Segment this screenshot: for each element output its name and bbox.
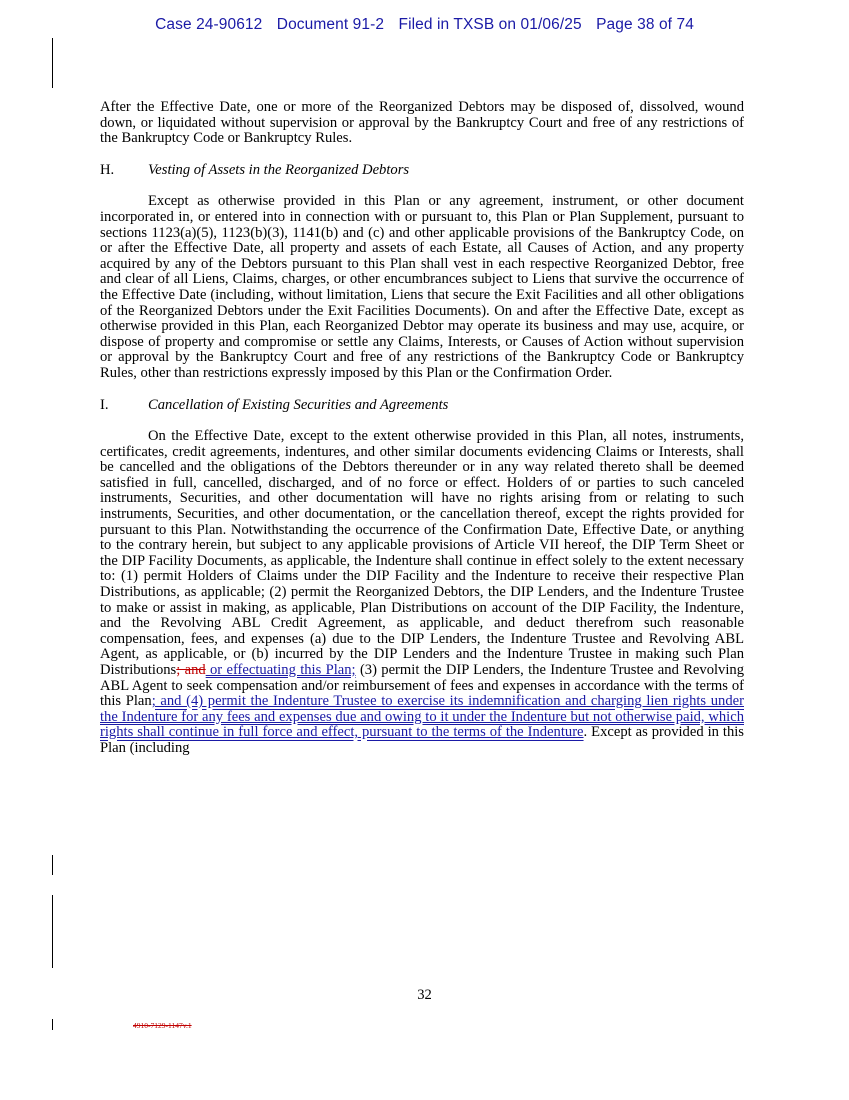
section-letter: I.: [100, 396, 109, 413]
section-letter: H.: [100, 161, 115, 178]
filing-info: Filed in TXSB on 01/06/25: [398, 16, 582, 33]
page-number: 32: [417, 987, 432, 1003]
section-title: Cancellation of Existing Securities and Agreements: [148, 396, 449, 413]
section-i-heading: [100, 398, 744, 414]
document-body: [100, 100, 744, 757]
document-number: Document 91-2: [276, 16, 385, 33]
page-header: [0, 16, 849, 34]
body-text: (3) permit the DIP Lenders, the Indenture Trustee and Revolving ABL Agent to seek compensation and/or reimbursement of fees and expenses in accordance with the terms of this Plan: [100, 662, 744, 710]
change-bar: [52, 855, 53, 875]
section-h-body: Except as otherwise provided in this Plan or any agreement, instrument, or other document incorporated in, or entered into in connection with or pursuant to, this Plan or Plan Supplement, pursuant to sections 1123(a)(5), 1123(b)(3), 1141(b) and (c) and other applicable provisions of the Bankruptcy Code, on or after the Effective Date, all property and assets of each Estate, all Causes of Action, and any property acquired by any of the Debtors pursuant to this Plan shall vest in each respective Reorganized Debtor, free and clear of all Liens, Claims, charges, or other encumbrances subject to Liens that survive the occurrence of the Effective Date (including, without limitation, Liens that secure the Exit Facilities and all other obligations of the Reorganized Debtors under the Exit Facilities Documents). On and after the Effective Date, except as otherwise provided in this Plan, each Reorganized Debtor may operate its business and may use, acquire, or dispose of property and compromise or settle any Claims, Interests, or Causes of Action without supervision or approval by the Bankruptcy Court and free of any restrictions of the Bankruptcy Code or Bankruptcy Rules, other than restrictions expressly imposed by this Plan or the Confirmation Order.: [100, 193, 744, 381]
intro-paragraph: After the Effective Date, one or more of the Reorganized Debtors may be disposed of, dissolved, wound down, or liquidated without supervision or approval by the Bankruptcy Court and free of any restrictions of the Bankruptcy Code or Bankruptcy Rules.: [100, 99, 744, 147]
inserted-text: or effectuating this Plan;: [205, 662, 356, 678]
section-h-heading: [100, 163, 744, 179]
document-id: 4910-7129-1147v.1: [133, 1021, 192, 1030]
section-title: Vesting of Assets in the Reorganized Debtors: [148, 161, 410, 178]
change-bar: [52, 1019, 53, 1030]
inserted-text: ; and (4) permit the Indenture Trustee to exercise its indemnification and charging lien rights under the Indenture for any fees and expenses due and owing to it under the Indenture but not otherwise paid, which rights shall continue in full force and effect, pursuant to the terms of the Indenture: [100, 693, 744, 741]
case-number: Case 24-90612: [155, 16, 263, 33]
body-text: On the Effective Date, except to the extent otherwise provided in this Plan, all notes, instruments, certificates, credit agreements, indentures, and other similar documents evidencing Claims or Interests, shall be cancelled and the obligations of the Debtors thereunder or in any way related thereto shall be deemed satisfied in full, cancelled, discharged, and of no force or effect. Holders of or parties to such canceled instruments, Securities, and other documentation will have no rights arising from or relating to such instruments, Securities, and other documentation, or the cancellation thereof, except the rights provided for pursuant to this Plan. Notwithstanding the occurrence of the Confirmation Date, Effective Date, or anything to the contrary herein, but subject to any applicable provisions of Article VII hereof, the DIP Term Sheet or the DIP Facility Documents, as applicable, the Indenture shall continue in effect solely to the extent necessary to: (1) permit Holders of Claims under the DIP Facility and the Indenture to receive their respective Plan Distributions, as applicable; (2) permit the Reorganized Debtors, the DIP Lenders, and the Indenture Trustee to make or assist in making, as applicable, Plan Distributions on account of the DIP Facility, the Indenture, and the Revolving ABL Credit Agreement, as applicable, and deduct therefrom such reasonable compensation, fees, and expenses (a) due to the DIP Lenders, the Indenture Trustee and Revolving ABL Agent, as applicable, or (b) incurred by the DIP Lenders and the Indenture Trustee in making such Plan Distributions: [100, 428, 744, 678]
deleted-text: ; and: [176, 662, 206, 678]
page-info: Page 38 of 74: [596, 16, 694, 33]
change-bar: [52, 38, 53, 88]
change-bar: [52, 895, 53, 968]
section-i-body: [100, 429, 744, 756]
body-text: . Except as provided in this Plan (including: [100, 724, 744, 756]
